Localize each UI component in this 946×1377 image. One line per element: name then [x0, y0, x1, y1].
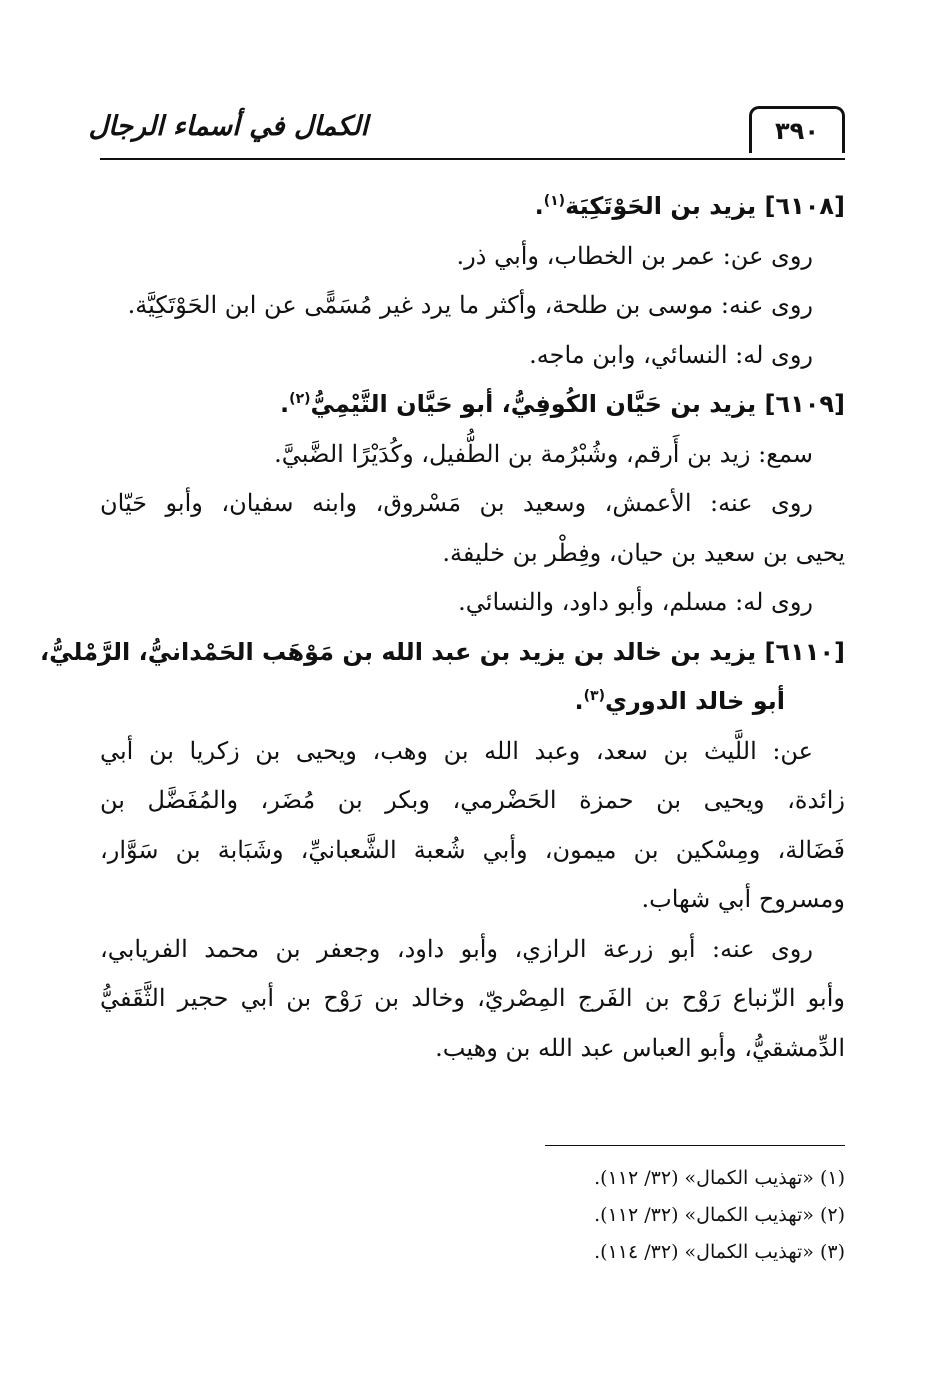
- entry-line: روى عنه: موسى بن طلحة، وأكثر ما يرد غير مُسَمًّى عن ابن الحَوْتَكِيَّة.: [127, 291, 813, 319]
- footnote-mark: (١): [543, 193, 566, 209]
- entry-heading: [٦١٠٨] يزيد بن الحَوْتَكِيَة$^{(١)}$.: [534, 192, 845, 220]
- entry-line: عن: اللَّيث بن سعد، وعبد الله بن وهب، ويحيى بن زكريا بن أبي: [100, 736, 813, 765]
- footnote: (١) «تهذيب الكمال» (٣٢/ ١١٢).: [594, 1167, 845, 1189]
- page-number: ٣٩٠: [749, 106, 845, 153]
- entry-line: روى عنه: الأعمش، وسعيد بن مَسْروق، وابنه سفيان، وأبو حَيّان: [100, 489, 813, 517]
- entry-line: روى عنه: أبو زرعة الرازي، وأبو داود، وجعفر بن محمد الفريابي،: [100, 934, 813, 963]
- entry-line: فَضَالة، ومِسْكين بن ميمون، وأبي شُعبة الشَّعبانيِّ، وشَبَابة بن سَوَّار،: [100, 835, 845, 864]
- entry-line: روى له: النسائي، وابن ماجه.: [529, 340, 813, 369]
- entry-line: زائدة، ويحيى بن حمزة الحَضْرمي، وبكر بن مُضَر، والمُفَضَّل بن: [100, 786, 845, 814]
- running-title: الكمال في أسماء الرجال: [88, 111, 368, 142]
- entry-line: روى عن: عمر بن الخطاب، وأبي ذر.: [456, 241, 813, 270]
- entry-heading: [٦١١٠] يزيد بن خالد بن يزيد بن عبد الله بن مَوْهَب الحَمْدانيُّ، الرَّمْليُّ،: [40, 637, 845, 666]
- entry-line: يحيى بن سعيد بن حيان، وفِطْر بن خليفة.: [442, 538, 845, 567]
- main-text: [40, 182, 845, 1073]
- footnote: (٢) «تهذيب الكمال» (٣٢/ ١١٢).: [594, 1204, 845, 1226]
- entry-line: سمع: زيد بن أَرقم، وشُبْرُمة بن الطُّفيل، وكُدَيْرًا الضَّبيَّ.: [274, 439, 813, 468]
- header-rule: [100, 158, 845, 160]
- entry-heading: [٦١٠٩] يزيد بن حَيَّان الكُوفِيُّ، أبو حَيَّان التَّيْمِيُّ$^{(٢)}$.: [280, 390, 845, 418]
- footnote-mark: (٣): [583, 688, 605, 704]
- footnotes: [100, 1160, 845, 1271]
- footnote: (٣) «تهذيب الكمال» (٣٢/ ١١٤).: [594, 1241, 845, 1263]
- footnote-mark: (٢): [289, 391, 311, 407]
- entry-line: وأبو الزّنباع رَوْح بن الفَرج المِصْريّ، وخالد بن رَوْح بن أبي حجير الثَّقَفيُّ: [100, 984, 845, 1012]
- footnote-rule: [545, 1145, 845, 1146]
- entry-heading-continued: أبو خالد الدوري$^{(٣)}$.: [574, 687, 785, 715]
- entry-line: الدِّمشقيُّ، وأبو العباس عبد الله بن وهيب.: [435, 1033, 845, 1062]
- entry-line: روى له: مسلم، وأبو داود، والنسائي.: [458, 588, 813, 616]
- page-header: [88, 98, 845, 160]
- entry-line: ومسروح أبي شهاب.: [641, 885, 845, 913]
